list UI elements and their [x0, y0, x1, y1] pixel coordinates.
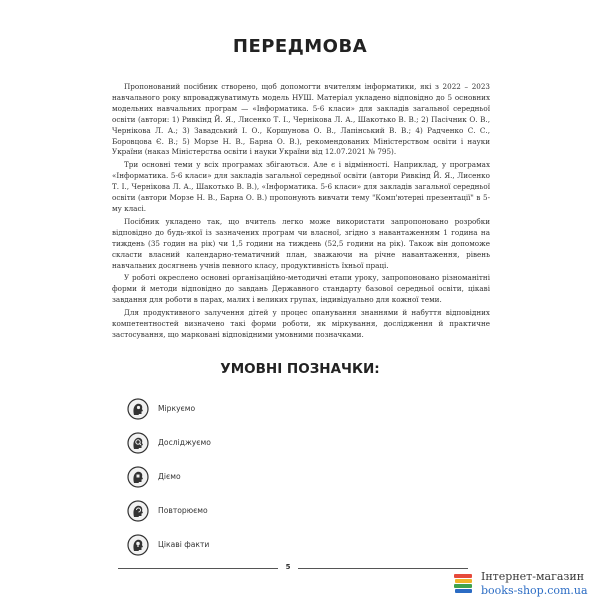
acting-head-icon [127, 466, 149, 488]
legend-label-thinking: Міркуємо [158, 404, 196, 413]
legend-item-repeating [127, 500, 327, 524]
page-title: ПЕРЕДМОВА [232, 36, 368, 57]
preface-text [112, 82, 490, 343]
shop-watermark [481, 570, 588, 598]
preface-paragraph-2: Три основні теми у всіх програмах збігаються. Але є і відмінності. Наприклад, у програмах «Інформатика. 5-6 класи» для закладів загальної середньої освіти (автори Ривкінд Й. Я., Лисенко Т. І., Чернікова Л. А., Шакотько В. В.), «Інформатика. 5-6 класи» для закладів загальної середньої освіти (автори Морзе Н. В., Барна О. В.) пропонують вивчати тему "Комп'ютерні презентації" в 5-му класі. [112, 160, 490, 213]
legend-label-acting: Діємо [158, 472, 181, 481]
legend-label-repeating: Повторюємо [158, 506, 208, 515]
preface-paragraph-1: Пропонований посібник створено, щоб допомогти вчителям інформатики, які з 2022 – 2023 навчального року впроваджуватимуть модель НУШ. Матеріал укладено відповідно до 5 основних модельних навчальних програм — «Інформатика. 5-6 класи» для закладів загальної середньої освіти (автори: 1) Ривкінд Й. Я., Лисенко Т. І., Чернікова Л. А., Шакотько В. В.; 2) Пасічник О. В., Чернікова Л. А.; 3) Завадський І. О., Коршунова О. В., Лапінський В. В.; 4) Радченко С. С., Боровцова Є. В.; 5) Морзе Н. В., Барна О. В.), рекомендованих Міністерством освіти і науки України (наказ Міністерства освіти і науки України від 12.07.2021 № 795). [112, 82, 490, 157]
books-stack-logo-icon [452, 572, 474, 594]
legend-item-acting [127, 466, 327, 490]
legend-item-thinking [127, 398, 327, 422]
legend-label-researching: Досліджуємо [158, 438, 211, 447]
shop-url: books-shop.com.ua [481, 584, 588, 597]
footer-rule-left [118, 568, 278, 569]
preface-paragraph-3: Посібник укладено так, що вчитель легко може використати запропоновано розробки відповідно до будь-якої із зазначених програм чи власної, згідно з навантаженням 1 година на тиждень (35 годин на рік) чи 1,5 години на тиждень (52,5 години на рік). Також він допоможе скласти власний календарно-тематичний план, зважаючи на річне навантаження, рівень навчальних досягнень учнів певного класу, продуктивність їхньої праці. [112, 216, 490, 270]
shop-name: Інтернет-магазин [481, 570, 585, 583]
footer-rule-right [298, 568, 468, 569]
preface-paragraph-4: У роботі окреслено основні організаційно-методичні етапи уроку, запропоновано різноманітні форми й методи відповідно до завдань Державного стандарту базової середньої освіти, цікаві завдання для роботи в парах, малих і великих групах, індивідуально для кожної теми. [112, 273, 490, 305]
legend-item-researching [127, 432, 327, 456]
magnifier-head-icon [127, 432, 149, 454]
thinking-head-icon [127, 398, 149, 420]
page-number: 5 [285, 563, 291, 571]
legend-item-facts [127, 534, 327, 558]
facts-head-icon [127, 534, 149, 556]
legend-title: УМОВНІ ПОЗНАЧКИ: [220, 361, 380, 377]
preface-paragraph-5: Для продуктивного залучення дітей у процес опанування знаннями й набуття відповідних компетентностей визначено такі форми роботи, як міркування, дослідження й практичне застосування, що марковані відповідними умовними позначками. [112, 308, 490, 339]
repeat-head-icon [127, 500, 149, 522]
legend-label-facts: Цікаві факти [158, 540, 210, 549]
